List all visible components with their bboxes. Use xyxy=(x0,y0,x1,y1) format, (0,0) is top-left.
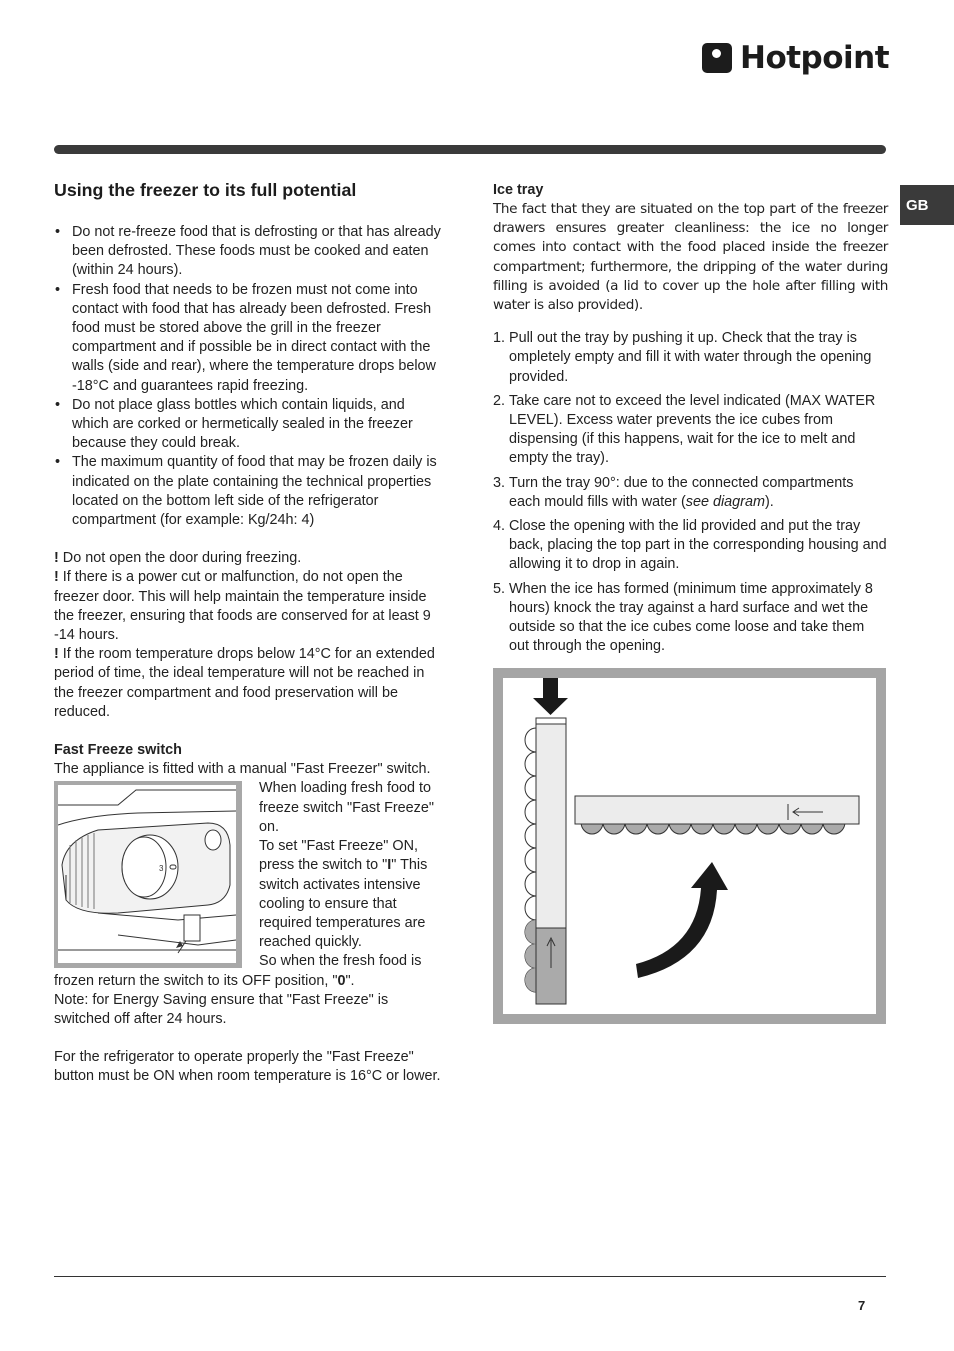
step-italic: see diagram xyxy=(685,493,765,510)
hotpoint-logo-mark xyxy=(702,43,732,73)
ice-tray-illustration xyxy=(493,668,886,1024)
step-text: Close the opening with the lid provided and put the tray back, placing the top part in the corresponding housing and allowing it to drop in again. xyxy=(509,518,887,573)
page-number: 7 xyxy=(858,1298,866,1313)
ice-tray-drawing xyxy=(503,678,876,1014)
warning-text: If the room temperature drops below 14°C for an extended period of time, the ideal temperature will not be reached in the freezer compartment and food preservation will be reduced. xyxy=(54,646,435,720)
fast-freeze-heading: Fast Freeze switch xyxy=(54,742,182,759)
step-text: When the ice has formed (minimum time approximately 8 hours) knock the tray against a hard surface and wet the outside so that the ice cubes come loose and take them out through the opening. xyxy=(509,580,873,655)
closing-paragraph: For the refrigerator to operate properly the "Fast Freeze" button must be ON when room temperature is 16°C or lower. xyxy=(54,1049,441,1085)
warning-text: If there is a power cut or malfunction, do not open the freezer door. This will help maintain the temperature inside the freezer, ensuring that foods are conserved for at least 9 -14 hours. xyxy=(54,569,431,644)
warning-mark: ! xyxy=(54,569,59,586)
bullet-item: • Fresh food that needs to be frozen must not come into contact with food that has already been defrosted. Fresh food must be stored above the grill in the freezer compartment and if possible be in direct contact with the walls (side and rear), where the temperature drops below -18°C and guarantees rapid freezing. xyxy=(54,281,444,396)
fast-freeze-illustration xyxy=(54,781,242,968)
step-number: 3. xyxy=(493,474,506,491)
warning-mark: ! xyxy=(54,550,59,567)
step-number: 4. xyxy=(493,518,506,535)
brand-name: Hotpoint xyxy=(740,40,890,76)
step-number: 5. xyxy=(493,580,506,597)
text-part: To set "Fast Freeze" ON, press the switch to " xyxy=(259,838,418,874)
warning-item xyxy=(54,645,444,722)
ice-tray-intro: The fact that they are situated on the top part of the freezer drawers ensures greater cleanliness: the ice no longer comes into contact with the food placed inside the freezer compartment; furthermore, the dripping of the water during filling is avoided (a lid to cover up the hole after filling with water is also provided). xyxy=(493,201,888,314)
header-rule xyxy=(54,145,886,154)
text-part: " This switch activates intensive cooling to ensure that required temperatures are reached quickly. xyxy=(259,857,428,951)
ice-tray-heading: Ice tray xyxy=(493,182,544,198)
fast-freeze-intro: The appliance is fitted with a manual "Fast Freezer" switch. xyxy=(54,761,431,778)
step-number: 2. xyxy=(493,392,506,409)
step-item xyxy=(493,517,888,575)
fast-freeze-note: Note: for Energy Saving ensure that "Fast Freeze" is switched off after 24 hours. xyxy=(54,991,389,1027)
text-part: ". xyxy=(345,972,355,989)
step-item xyxy=(493,329,888,387)
text-part: So when the fresh food is frozen return the switch to its OFF position, " xyxy=(54,953,422,989)
warning-item xyxy=(54,568,444,645)
dial-label: 3 xyxy=(159,864,164,874)
warnings xyxy=(54,549,444,722)
footer-rule xyxy=(54,1276,886,1277)
step-number: 1. xyxy=(493,330,506,347)
language-tab: GB xyxy=(900,185,954,225)
step-item xyxy=(493,474,888,512)
switch-off-key: 0 xyxy=(337,972,346,989)
warning-text: Do not open the door during freezing. xyxy=(58,550,302,567)
step-text: Pull out the tray by pushing it up. Check that the tray is ompletely empty and fill it with water through the opening provided. xyxy=(509,330,872,385)
step-text: Turn the tray 90°: due to the connected compartments each mould fills with water ( xyxy=(509,474,854,510)
step-item xyxy=(493,392,888,469)
step-text: Take care not to exceed the level indicated (MAX WATER LEVEL). Excess water prevents the ice cubes from dispensing (if this happens, wait for the ice to melt and empty the tray). xyxy=(509,392,876,467)
freezer-control-drawing xyxy=(58,785,236,963)
section-title: Using the freezer to its full potential xyxy=(54,180,357,200)
bullet-item: • Do not place glass bottles which contain liquids, and which are corked or hermetically sealed in the freezer because they could break. xyxy=(54,396,444,454)
bullet-item: • Do not re-freeze food that is defrosting or that has already been defrosted. These foods must be cooked and eaten (within 24 hours). xyxy=(54,223,444,281)
bullet-list xyxy=(54,223,444,530)
fast-freeze-body xyxy=(54,779,444,1029)
warning-mark: ! xyxy=(54,646,59,663)
step-item xyxy=(493,580,888,657)
switch-on-key: I xyxy=(387,857,392,874)
hotpoint-logo xyxy=(702,38,889,78)
fast-freeze-text-1: When loading fresh food to freeze switch "Fast Freeze" on. xyxy=(259,780,434,835)
bullet-item: • The maximum quantity of food that may be frozen daily is indicated on the plate containing the technical properties located on the bottom left side of the refrigerator compartment (for example: Kg/24h: 4) xyxy=(54,453,444,530)
step-text: ). xyxy=(764,493,774,510)
left-column xyxy=(54,178,444,1087)
right-column xyxy=(493,181,888,661)
warning-item xyxy=(54,549,444,568)
ice-tray-steps xyxy=(493,329,888,656)
